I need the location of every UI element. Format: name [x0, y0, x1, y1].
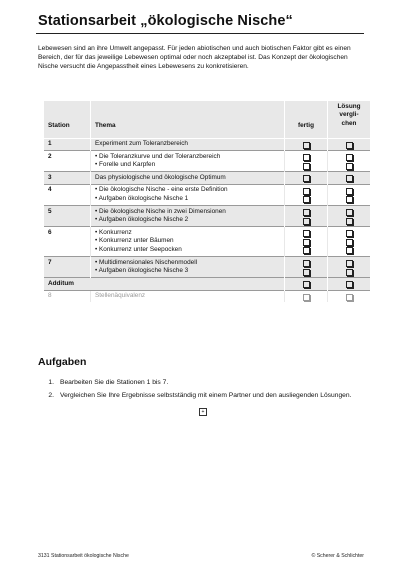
- checkbox-line: [332, 292, 366, 301]
- stations-table: [44, 101, 370, 302]
- fertig-checkbox[interactable]: [303, 260, 310, 267]
- fertig-checkbox[interactable]: [303, 281, 310, 288]
- loesung-checkbox-cell: [328, 138, 371, 151]
- loesung-checkbox-cell: [328, 278, 371, 291]
- fertig-checkbox-cell: [285, 227, 328, 257]
- checkbox-line: [289, 161, 323, 170]
- station-topic: Stellenäquivalenz: [91, 290, 285, 302]
- topic-item: • Die ökologische Nische in zwei Dimensionen: [95, 208, 280, 217]
- loesung-checkbox-cell: [328, 172, 371, 185]
- checkbox-line: [332, 161, 366, 170]
- checkbox-line: [289, 229, 323, 238]
- checkbox-line: [289, 140, 323, 149]
- station-number: 8: [44, 290, 91, 302]
- table-row: [44, 227, 370, 257]
- fertig-checkbox[interactable]: [303, 294, 310, 301]
- page-title: Stationsarbeit „ökologische Nische“: [38, 13, 293, 29]
- fertig-checkbox-cell: [285, 257, 328, 278]
- table-row: [44, 257, 370, 278]
- additum-row: [44, 278, 370, 291]
- topic-item: • Multidimensionales Nischenmodell: [95, 259, 280, 268]
- loesung-checkbox-cell: [328, 227, 371, 257]
- loesung-checkbox[interactable]: [346, 175, 353, 182]
- loesung-checkbox[interactable]: [346, 260, 353, 267]
- table-row: [44, 184, 370, 205]
- checkbox-line: [332, 186, 366, 195]
- checkbox-line: [332, 195, 366, 204]
- checkbox-line: [332, 153, 366, 162]
- fertig-checkbox-cell: [285, 206, 328, 227]
- checkbox-line: [332, 267, 366, 276]
- loesung-checkbox[interactable]: [346, 196, 353, 203]
- station-number: 1: [44, 138, 91, 151]
- table-row: [44, 172, 370, 185]
- loesung-checkbox[interactable]: [346, 209, 353, 216]
- topic-item: • Die Toleranzkurve und der Toleranzbereich: [95, 153, 280, 162]
- checkbox-line: [332, 140, 366, 149]
- fertig-checkbox[interactable]: [303, 175, 310, 182]
- checkbox-line: [289, 208, 323, 217]
- topic-item: • Konkurrenz unter Bäumen: [95, 237, 280, 246]
- checkbox-line: [289, 174, 323, 183]
- checkbox-line: [289, 280, 323, 289]
- header-loesung: [328, 101, 371, 138]
- checkbox-line: [289, 195, 323, 204]
- loesung-checkbox[interactable]: [346, 269, 353, 276]
- additum-label: Additum: [44, 278, 285, 291]
- checkbox-line: [332, 280, 366, 289]
- tasks-heading: Aufgaben: [38, 356, 87, 368]
- station-number: 3: [44, 172, 91, 185]
- task-number: 1.: [48, 379, 54, 386]
- header-loesung-line-3: chen: [341, 119, 357, 127]
- loesung-checkbox-cell: [328, 257, 371, 278]
- loesung-checkbox[interactable]: [346, 281, 353, 288]
- fertig-checkbox[interactable]: [303, 209, 310, 216]
- station-topic: [91, 138, 285, 151]
- header-station: Station: [44, 101, 91, 138]
- checkbox-line: [332, 174, 366, 183]
- checkbox-line: [289, 153, 323, 162]
- fertig-checkbox-cell: [285, 184, 328, 205]
- topic-item: Das physiologische und ökologische Optimum: [95, 173, 226, 181]
- table-row: [44, 151, 370, 172]
- topic-item: • Forelle und Karpfen: [95, 161, 280, 170]
- task-item: [38, 391, 368, 400]
- checkbox-line: [289, 259, 323, 268]
- fertig-checkbox[interactable]: [303, 247, 310, 254]
- topic-item: • Aufgaben ökologische Nische 2: [95, 216, 280, 225]
- header-thema: Thema: [91, 101, 285, 138]
- loesung-checkbox[interactable]: [346, 294, 353, 301]
- checkbox-line: [289, 292, 323, 301]
- station-topic: [91, 227, 285, 257]
- loesung-checkbox-cell: [328, 184, 371, 205]
- station-number: 7: [44, 257, 91, 278]
- fertig-checkbox[interactable]: [303, 196, 310, 203]
- loesung-checkbox[interactable]: [346, 230, 353, 237]
- loesung-checkbox[interactable]: [346, 142, 353, 149]
- loesung-checkbox[interactable]: [346, 163, 353, 170]
- topic-item: • Konkurrenz: [95, 229, 280, 238]
- fertig-checkbox[interactable]: [303, 163, 310, 170]
- checkbox-line: [289, 246, 323, 255]
- station-topic: [91, 206, 285, 227]
- loesung-checkbox-cell: [328, 290, 371, 302]
- checkbox-line: [332, 259, 366, 268]
- loesung-checkbox-cell: [328, 206, 371, 227]
- header-loesung-line-1: Lösung: [337, 102, 361, 110]
- title-divider: [36, 33, 364, 34]
- header-loesung-line-2: vergli-: [339, 111, 359, 119]
- station-topic: [91, 184, 285, 205]
- fertig-checkbox-cell: [285, 290, 328, 302]
- fertig-checkbox-cell: [285, 138, 328, 151]
- fertig-checkbox[interactable]: [303, 218, 310, 225]
- loesung-checkbox-cell: [328, 151, 371, 172]
- table-row: [44, 206, 370, 227]
- publisher-mark-icon: +: [199, 408, 207, 416]
- fertig-checkbox-cell: [285, 151, 328, 172]
- task-text: Vergleichen Sie Ihre Ergebnisse selbstständig mit einem Partner und den ausliegenden Lösungen.: [60, 392, 352, 399]
- footer-right: © Scherer & Schlichter: [311, 553, 364, 559]
- loesung-checkbox[interactable]: [346, 154, 353, 161]
- checkbox-line: [289, 267, 323, 276]
- checkbox-line: [332, 246, 366, 255]
- task-item: [38, 378, 368, 387]
- footer-left: 3131 Stationsarbeit ökologische Nische: [38, 553, 129, 559]
- fertig-checkbox[interactable]: [303, 269, 310, 276]
- fertig-checkbox-cell: [285, 172, 328, 185]
- fertig-checkbox[interactable]: [303, 142, 310, 149]
- page-footer: [38, 553, 364, 559]
- fertig-checkbox[interactable]: [303, 239, 310, 246]
- fertig-checkbox[interactable]: [303, 230, 310, 237]
- checkbox-line: [289, 237, 323, 246]
- tasks-list: [38, 378, 368, 404]
- station-number: 6: [44, 227, 91, 257]
- header-fertig: fertig: [285, 101, 328, 138]
- topic-item: • Konkurrenz unter Seepocken: [95, 246, 280, 255]
- station-topic: [91, 257, 285, 278]
- table-row: [44, 290, 370, 302]
- topic-item: Experiment zum Toleranzbereich: [95, 140, 188, 147]
- station-topic: [91, 172, 285, 185]
- fertig-checkbox-cell: [285, 278, 328, 291]
- loesung-checkbox[interactable]: [346, 188, 353, 195]
- loesung-checkbox[interactable]: [346, 218, 353, 225]
- checkbox-line: [332, 237, 366, 246]
- station-number: 4: [44, 184, 91, 205]
- checkbox-line: [289, 216, 323, 225]
- checkbox-line: [332, 216, 366, 225]
- fertig-checkbox[interactable]: [303, 188, 310, 195]
- fertig-checkbox[interactable]: [303, 154, 310, 161]
- topic-item: • Die ökologische Nische - eine erste Definition: [95, 186, 280, 195]
- checkbox-line: [332, 208, 366, 217]
- task-number: 2.: [48, 392, 54, 399]
- station-number: 2: [44, 151, 91, 172]
- station-topic: [91, 151, 285, 172]
- checkbox-line: [332, 229, 366, 238]
- topic-item: • Aufgaben ökologische Nische 1: [95, 195, 280, 204]
- checkbox-line: [289, 186, 323, 195]
- loesung-checkbox[interactable]: [346, 239, 353, 246]
- station-number: 5: [44, 206, 91, 227]
- topic-item: • Aufgaben ökologische Nische 3: [95, 267, 280, 276]
- task-text: Bearbeiten Sie die Stationen 1 bis 7.: [60, 379, 169, 386]
- intro-paragraph: Lebewesen sind an ihre Umwelt angepasst. Für jeden abiotischen und auch biotischen Faktor gibt es einen Bereich, der für das jeweilige Lebewesen optimal oder noch akzeptabel ist. Das Konzept der ökologischen Nische versucht die Angepasstheit eines Lebewesens zu konkretisieren.: [38, 45, 351, 70]
- table-row: [44, 138, 370, 151]
- loesung-checkbox[interactable]: [346, 247, 353, 254]
